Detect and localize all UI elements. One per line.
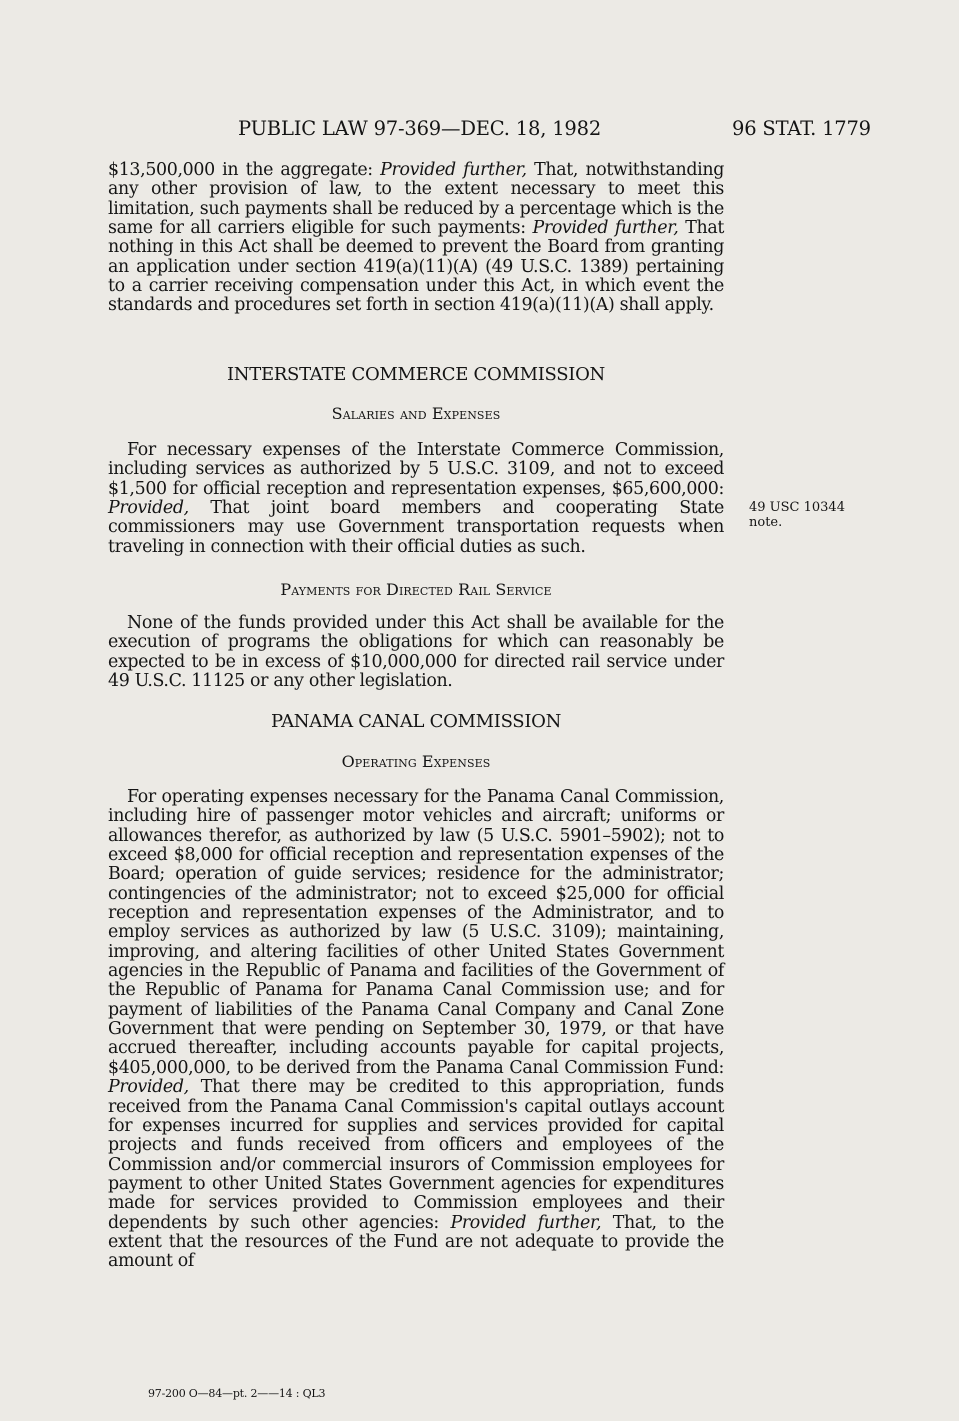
- margin-note-line-2: note.: [749, 515, 783, 530]
- margin-citation-note: [749, 500, 845, 530]
- pcc-operating-block: [108, 788, 724, 1272]
- margin-note-line-1: 49 USC 10344: [749, 500, 845, 515]
- icc-salaries-proviso: Provided,: [108, 498, 189, 519]
- pcc-text-2: That there may be credited to this appropriation, funds received from the Panama Canal Commission's capital outlays account for expenses incurred for supplies and services provided for capital projects and funds received from officers and employees of the Commission and/or commercial insurors of Commission employees for payment to other United States Government agencies for expenditures made for services provided to Commission employees and their dependents by such other agencies:: [108, 1077, 724, 1233]
- intro-proviso-2: Provided further,: [532, 218, 679, 239]
- icc-heading: INTERSTATE COMMERCE COMMISSION: [227, 364, 605, 385]
- icc-salaries-text-2: That joint board members and cooperating State commissioners may use Government transportation requests when traveling in connection with their official duties as such.: [108, 498, 724, 557]
- intro-paragraph-block: [108, 161, 724, 316]
- icc-payments-paragraph: None of the funds provided under this Act shall be available for the execution of programs the obligations for which can reasonably be expected to be in excess of $10,000,000 for directed rail service under 49 U.S.C. 11125 or any other legislation.: [108, 613, 724, 692]
- icc-salaries-paragraph: [108, 441, 724, 557]
- pcc-operating-paragraph: [108, 788, 724, 1272]
- running-header-page-number: 96 STAT. 1779: [732, 117, 871, 140]
- icc-salaries-heading: Salaries and Expenses: [331, 404, 501, 423]
- intro-proviso-1: Provided further,: [380, 160, 527, 180]
- pcc-text-1: For operating expenses necessary for the Panama Canal Commission, including hire of passenger motor vehicles and aircraft; uniforms or allowances therefor, as authorized by law (5 U.S.C. 5901–5902); not to exceed $8,000 for official reception and representation expenses of the Board; operation of guide services; residence for the administrator; contingencies of the administrator; not to exceed $25,000 for official reception and representation expenses of the Administrator, and to employ services as authorized by law (5 U.S.C. 3109); maintaining, improving, and altering facilities of other United States Government agencies in the Republic of Panama and facilities of the Government of the Republic of Panama for Panama Canal Commission use; and for payment of liabilities of the Panama Canal Company and Canal Zone Government that were pending on September 30, 1979, or that have accrued thereafter, including accounts payable for capital projects, $405,000,000, to be derived from the Panama Canal Commission Fund:: [108, 787, 724, 1078]
- intro-text-2: That, notwithstanding any other provision of law, to the extent necessary to meet this limitation, such payments shall be reduced by a percentage which is the same for all carriers eligible for such payments:: [108, 160, 724, 239]
- icc-salaries-block: [108, 441, 724, 557]
- pcc-heading: PANAMA CANAL COMMISSION: [270, 711, 562, 732]
- running-header-title: PUBLIC LAW 97-369—DEC. 18, 1982: [238, 117, 602, 140]
- pcc-proviso-2: Provided further,: [450, 1212, 602, 1233]
- intro-text-3: That nothing in this Act shall be deemed to prevent the Board from granting an application under section 419(a)(11)(A) (49 U.S.C. 1389) pertaining to a carrier receiving compensation under this Act, in which event the standards and procedures set forth in section 419(a)(11)(A) shall apply.: [108, 218, 724, 316]
- print-job-footer: 97-200 O—84—pt. 2——14 : QL3: [148, 1387, 326, 1400]
- pcc-proviso-1: Provided,: [108, 1077, 189, 1098]
- icc-payments-heading: Payments for Directed Rail Service: [280, 580, 552, 599]
- intro-text-1: $13,500,000 in the aggregate:: [108, 160, 381, 180]
- icc-payments-block: [108, 614, 724, 691]
- icc-salaries-text-1: For necessary expenses of the Interstate Commerce Commission, including services as authorized by 5 U.S.C. 3109, and not to exceed $1,500 for official reception and representation expenses, $65,600,000:: [108, 440, 724, 499]
- intro-paragraph: [108, 161, 724, 316]
- pcc-operating-heading: Operating Expenses: [341, 752, 491, 771]
- pcc-text-3: That, to the extent that the resources of the Fund are not adequate to provide the amount of: [108, 1212, 724, 1272]
